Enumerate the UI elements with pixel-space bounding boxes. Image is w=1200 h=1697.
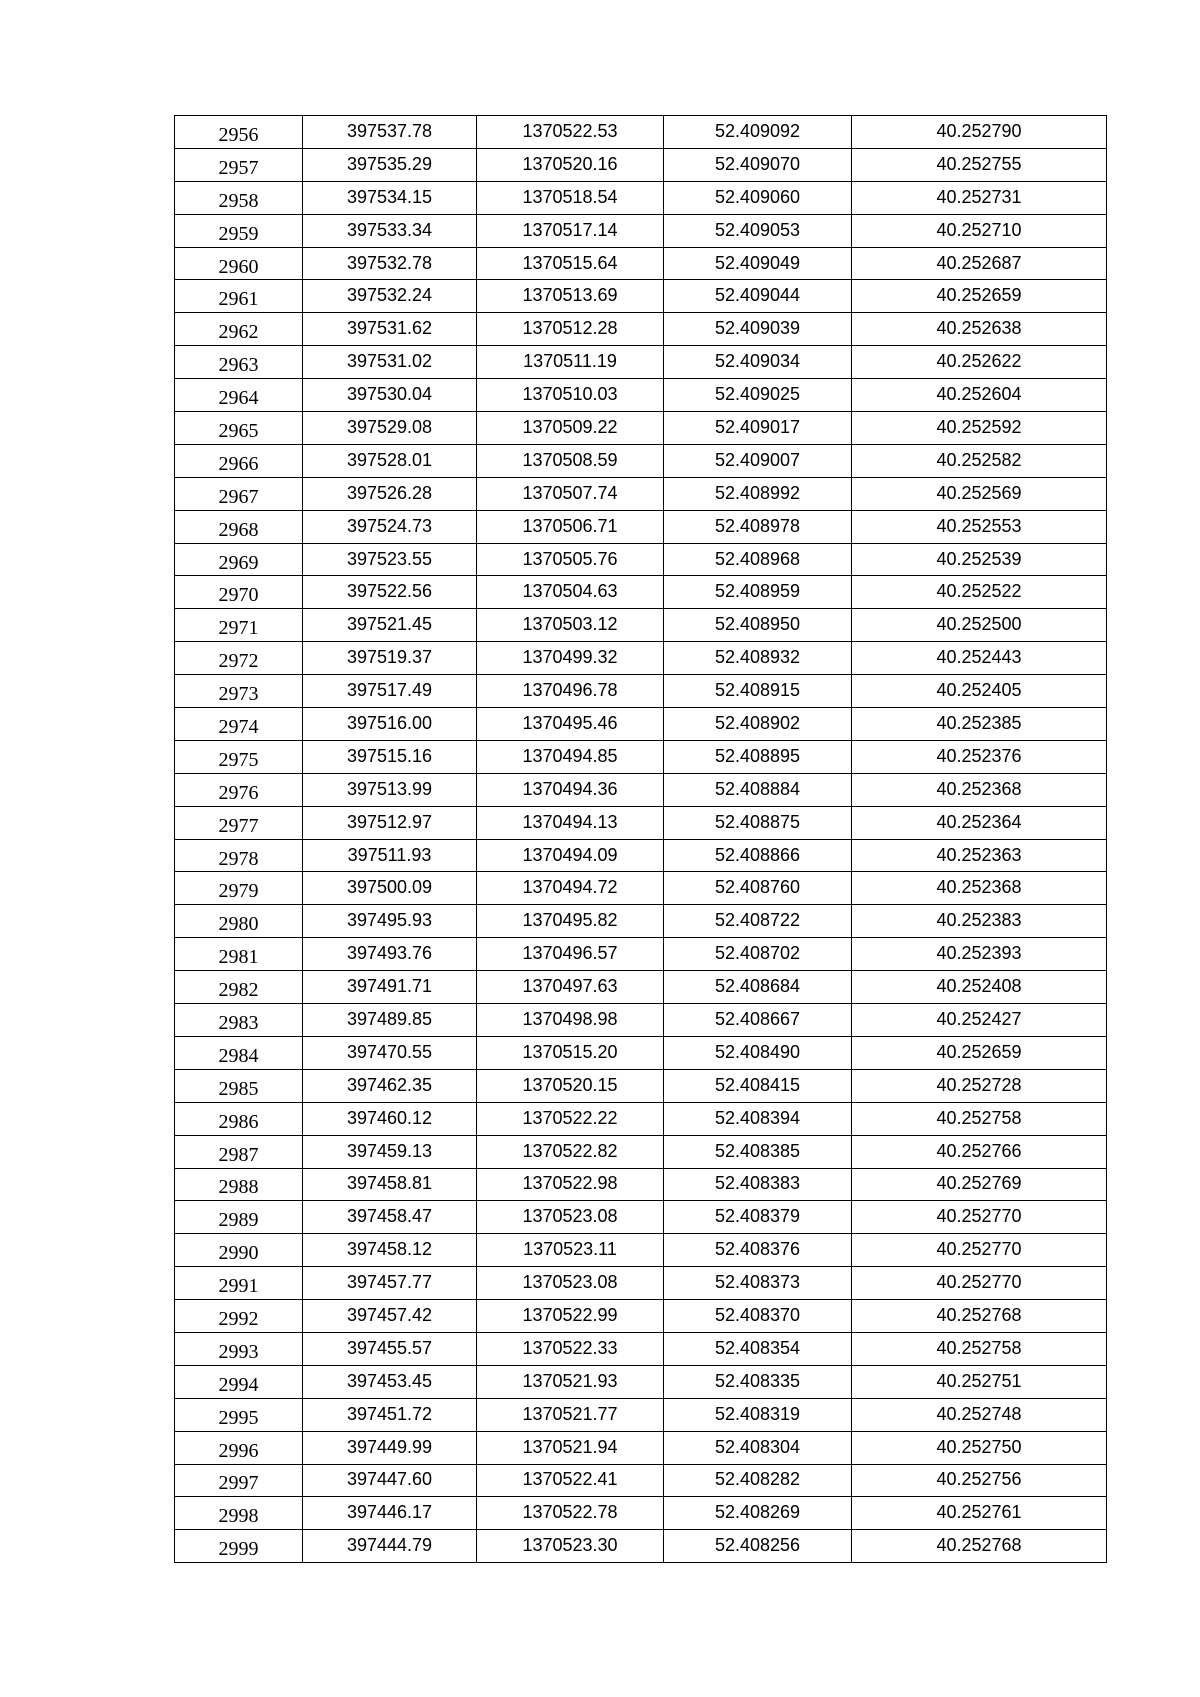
point-number-cell: 2976	[175, 773, 303, 806]
table-row	[175, 1431, 1107, 1464]
x-coordinate-cell: 397444.79	[303, 1530, 477, 1563]
longitude-cell: 40.252622	[852, 346, 1107, 379]
table-row	[175, 346, 1107, 379]
y-coordinate-cell: 1370523.11	[477, 1234, 664, 1267]
latitude-cell: 52.408684	[664, 971, 852, 1004]
table-row	[175, 148, 1107, 181]
y-coordinate-cell: 1370520.16	[477, 148, 664, 181]
x-coordinate-cell: 397500.09	[303, 872, 477, 905]
latitude-cell: 52.409034	[664, 346, 852, 379]
latitude-cell: 52.409007	[664, 444, 852, 477]
point-number-cell: 2978	[175, 839, 303, 872]
y-coordinate-cell: 1370496.78	[477, 675, 664, 708]
y-coordinate-cell: 1370494.85	[477, 740, 664, 773]
point-number-cell: 2972	[175, 642, 303, 675]
x-coordinate-cell: 397451.72	[303, 1398, 477, 1431]
table-row	[175, 642, 1107, 675]
table-row	[175, 1365, 1107, 1398]
point-number-cell: 2987	[175, 1135, 303, 1168]
point-number-cell: 2960	[175, 247, 303, 280]
table-row	[175, 773, 1107, 806]
longitude-cell: 40.252770	[852, 1234, 1107, 1267]
point-number-cell: 2997	[175, 1464, 303, 1497]
point-number-cell: 2964	[175, 379, 303, 412]
x-coordinate-cell: 397519.37	[303, 642, 477, 675]
y-coordinate-cell: 1370495.82	[477, 905, 664, 938]
point-number-cell: 2965	[175, 412, 303, 445]
point-number-cell: 2993	[175, 1332, 303, 1365]
longitude-cell: 40.252427	[852, 1004, 1107, 1037]
point-number-cell: 2979	[175, 872, 303, 905]
longitude-cell: 40.252443	[852, 642, 1107, 675]
table-row	[175, 1168, 1107, 1201]
table-row	[175, 1135, 1107, 1168]
x-coordinate-cell: 397528.01	[303, 444, 477, 477]
longitude-cell: 40.252383	[852, 905, 1107, 938]
x-coordinate-cell: 397446.17	[303, 1497, 477, 1530]
longitude-cell: 40.252758	[852, 1102, 1107, 1135]
table-row	[175, 116, 1107, 149]
table-row	[175, 1102, 1107, 1135]
y-coordinate-cell: 1370522.99	[477, 1300, 664, 1333]
latitude-cell: 52.408319	[664, 1398, 852, 1431]
point-number-cell: 2957	[175, 148, 303, 181]
x-coordinate-cell: 397458.81	[303, 1168, 477, 1201]
point-number-cell: 2986	[175, 1102, 303, 1135]
table-row	[175, 1464, 1107, 1497]
latitude-cell: 52.408370	[664, 1300, 852, 1333]
point-number-cell: 2981	[175, 938, 303, 971]
longitude-cell: 40.252385	[852, 708, 1107, 741]
longitude-cell: 40.252769	[852, 1168, 1107, 1201]
longitude-cell: 40.252761	[852, 1497, 1107, 1530]
table-row	[175, 379, 1107, 412]
x-coordinate-cell: 397529.08	[303, 412, 477, 445]
latitude-cell: 52.408379	[664, 1201, 852, 1234]
y-coordinate-cell: 1370494.13	[477, 806, 664, 839]
x-coordinate-cell: 397491.71	[303, 971, 477, 1004]
point-number-cell: 2958	[175, 181, 303, 214]
longitude-cell: 40.252748	[852, 1398, 1107, 1431]
latitude-cell: 52.408490	[664, 1036, 852, 1069]
coordinates-table-body	[175, 116, 1107, 1563]
longitude-cell: 40.252731	[852, 181, 1107, 214]
latitude-cell: 52.408915	[664, 675, 852, 708]
point-number-cell: 2973	[175, 675, 303, 708]
point-number-cell: 2985	[175, 1069, 303, 1102]
latitude-cell: 52.409053	[664, 214, 852, 247]
longitude-cell: 40.252592	[852, 412, 1107, 445]
point-number-cell: 2984	[175, 1036, 303, 1069]
x-coordinate-cell: 397532.78	[303, 247, 477, 280]
x-coordinate-cell: 397526.28	[303, 477, 477, 510]
x-coordinate-cell: 397515.16	[303, 740, 477, 773]
y-coordinate-cell: 1370522.82	[477, 1135, 664, 1168]
x-coordinate-cell: 397532.24	[303, 280, 477, 313]
longitude-cell: 40.252363	[852, 839, 1107, 872]
point-number-cell: 2990	[175, 1234, 303, 1267]
y-coordinate-cell: 1370522.53	[477, 116, 664, 149]
y-coordinate-cell: 1370517.14	[477, 214, 664, 247]
x-coordinate-cell: 397470.55	[303, 1036, 477, 1069]
table-row	[175, 1201, 1107, 1234]
table-row	[175, 938, 1107, 971]
point-number-cell: 2999	[175, 1530, 303, 1563]
longitude-cell: 40.252768	[852, 1300, 1107, 1333]
longitude-cell: 40.252376	[852, 740, 1107, 773]
y-coordinate-cell: 1370523.30	[477, 1530, 664, 1563]
x-coordinate-cell: 397513.99	[303, 773, 477, 806]
latitude-cell: 52.408950	[664, 609, 852, 642]
y-coordinate-cell: 1370497.63	[477, 971, 664, 1004]
point-number-cell: 2983	[175, 1004, 303, 1037]
table-row	[175, 1300, 1107, 1333]
longitude-cell: 40.252582	[852, 444, 1107, 477]
y-coordinate-cell: 1370521.77	[477, 1398, 664, 1431]
table-row	[175, 477, 1107, 510]
latitude-cell: 52.408376	[664, 1234, 852, 1267]
point-number-cell: 2989	[175, 1201, 303, 1234]
table-row	[175, 280, 1107, 313]
y-coordinate-cell: 1370510.03	[477, 379, 664, 412]
latitude-cell: 52.408282	[664, 1464, 852, 1497]
latitude-cell: 52.408385	[664, 1135, 852, 1168]
x-coordinate-cell: 397534.15	[303, 181, 477, 214]
table-row	[175, 839, 1107, 872]
latitude-cell: 52.408415	[664, 1069, 852, 1102]
table-row	[175, 806, 1107, 839]
latitude-cell: 52.409039	[664, 313, 852, 346]
longitude-cell: 40.252364	[852, 806, 1107, 839]
latitude-cell: 52.409070	[664, 148, 852, 181]
latitude-cell: 52.408667	[664, 1004, 852, 1037]
point-number-cell: 2970	[175, 576, 303, 609]
point-number-cell: 2992	[175, 1300, 303, 1333]
x-coordinate-cell: 397523.55	[303, 543, 477, 576]
longitude-cell: 40.252500	[852, 609, 1107, 642]
latitude-cell: 52.408895	[664, 740, 852, 773]
x-coordinate-cell: 397493.76	[303, 938, 477, 971]
table-row	[175, 1267, 1107, 1300]
longitude-cell: 40.252539	[852, 543, 1107, 576]
y-coordinate-cell: 1370505.76	[477, 543, 664, 576]
longitude-cell: 40.252750	[852, 1431, 1107, 1464]
y-coordinate-cell: 1370512.28	[477, 313, 664, 346]
table-row	[175, 675, 1107, 708]
x-coordinate-cell: 397455.57	[303, 1332, 477, 1365]
longitude-cell: 40.252790	[852, 116, 1107, 149]
latitude-cell: 52.408373	[664, 1267, 852, 1300]
longitude-cell: 40.252405	[852, 675, 1107, 708]
table-row	[175, 872, 1107, 905]
latitude-cell: 52.408968	[664, 543, 852, 576]
y-coordinate-cell: 1370511.19	[477, 346, 664, 379]
longitude-cell: 40.252569	[852, 477, 1107, 510]
x-coordinate-cell: 397530.04	[303, 379, 477, 412]
y-coordinate-cell: 1370498.98	[477, 1004, 664, 1037]
latitude-cell: 52.408978	[664, 510, 852, 543]
longitude-cell: 40.252728	[852, 1069, 1107, 1102]
point-number-cell: 2967	[175, 477, 303, 510]
y-coordinate-cell: 1370494.72	[477, 872, 664, 905]
x-coordinate-cell: 397533.34	[303, 214, 477, 247]
latitude-cell: 52.408354	[664, 1332, 852, 1365]
longitude-cell: 40.252638	[852, 313, 1107, 346]
y-coordinate-cell: 1370522.41	[477, 1464, 664, 1497]
table-row	[175, 543, 1107, 576]
latitude-cell: 52.408884	[664, 773, 852, 806]
y-coordinate-cell: 1370522.98	[477, 1168, 664, 1201]
latitude-cell: 52.408722	[664, 905, 852, 938]
x-coordinate-cell: 397458.12	[303, 1234, 477, 1267]
x-coordinate-cell: 397457.77	[303, 1267, 477, 1300]
x-coordinate-cell: 397449.99	[303, 1431, 477, 1464]
table-row	[175, 510, 1107, 543]
table-row	[175, 740, 1107, 773]
x-coordinate-cell: 397495.93	[303, 905, 477, 938]
y-coordinate-cell: 1370508.59	[477, 444, 664, 477]
y-coordinate-cell: 1370518.54	[477, 181, 664, 214]
latitude-cell: 52.408335	[664, 1365, 852, 1398]
longitude-cell: 40.252768	[852, 1530, 1107, 1563]
x-coordinate-cell: 397517.49	[303, 675, 477, 708]
longitude-cell: 40.252770	[852, 1267, 1107, 1300]
latitude-cell: 52.408256	[664, 1530, 852, 1563]
point-number-cell: 2996	[175, 1431, 303, 1464]
point-number-cell: 2963	[175, 346, 303, 379]
table-row	[175, 1069, 1107, 1102]
latitude-cell: 52.408304	[664, 1431, 852, 1464]
x-coordinate-cell: 397460.12	[303, 1102, 477, 1135]
latitude-cell: 52.409044	[664, 280, 852, 313]
x-coordinate-cell: 397458.47	[303, 1201, 477, 1234]
longitude-cell: 40.252758	[852, 1332, 1107, 1365]
point-number-cell: 2971	[175, 609, 303, 642]
x-coordinate-cell: 397511.93	[303, 839, 477, 872]
longitude-cell: 40.252408	[852, 971, 1107, 1004]
longitude-cell: 40.252522	[852, 576, 1107, 609]
point-number-cell: 2980	[175, 905, 303, 938]
longitude-cell: 40.252755	[852, 148, 1107, 181]
longitude-cell: 40.252687	[852, 247, 1107, 280]
latitude-cell: 52.408959	[664, 576, 852, 609]
longitude-cell: 40.252604	[852, 379, 1107, 412]
table-row	[175, 181, 1107, 214]
point-number-cell: 2961	[175, 280, 303, 313]
x-coordinate-cell: 397516.00	[303, 708, 477, 741]
point-number-cell: 2974	[175, 708, 303, 741]
latitude-cell: 52.408992	[664, 477, 852, 510]
longitude-cell: 40.252368	[852, 773, 1107, 806]
table-row	[175, 708, 1107, 741]
latitude-cell: 52.408383	[664, 1168, 852, 1201]
y-coordinate-cell: 1370523.08	[477, 1201, 664, 1234]
point-number-cell: 2977	[175, 806, 303, 839]
y-coordinate-cell: 1370506.71	[477, 510, 664, 543]
table-row	[175, 1004, 1107, 1037]
longitude-cell: 40.252659	[852, 1036, 1107, 1069]
x-coordinate-cell: 397531.62	[303, 313, 477, 346]
y-coordinate-cell: 1370504.63	[477, 576, 664, 609]
table-row	[175, 412, 1107, 445]
latitude-cell: 52.408269	[664, 1497, 852, 1530]
x-coordinate-cell: 397535.29	[303, 148, 477, 181]
point-number-cell: 2968	[175, 510, 303, 543]
point-number-cell: 2959	[175, 214, 303, 247]
point-number-cell: 2956	[175, 116, 303, 149]
point-number-cell: 2966	[175, 444, 303, 477]
coordinates-table	[174, 115, 1107, 1563]
point-number-cell: 2994	[175, 1365, 303, 1398]
x-coordinate-cell: 397489.85	[303, 1004, 477, 1037]
latitude-cell: 52.408902	[664, 708, 852, 741]
point-number-cell: 2975	[175, 740, 303, 773]
latitude-cell: 52.408866	[664, 839, 852, 872]
point-number-cell: 2982	[175, 971, 303, 1004]
table-row	[175, 1398, 1107, 1431]
point-number-cell: 2995	[175, 1398, 303, 1431]
latitude-cell: 52.409060	[664, 181, 852, 214]
latitude-cell: 52.409049	[664, 247, 852, 280]
y-coordinate-cell: 1370520.15	[477, 1069, 664, 1102]
x-coordinate-cell: 397453.45	[303, 1365, 477, 1398]
longitude-cell: 40.252751	[852, 1365, 1107, 1398]
table-row	[175, 1497, 1107, 1530]
table-row	[175, 1036, 1107, 1069]
y-coordinate-cell: 1370496.57	[477, 938, 664, 971]
y-coordinate-cell: 1370494.09	[477, 839, 664, 872]
latitude-cell: 52.408875	[664, 806, 852, 839]
table-row	[175, 247, 1107, 280]
x-coordinate-cell: 397512.97	[303, 806, 477, 839]
table-row	[175, 1530, 1107, 1563]
x-coordinate-cell: 397537.78	[303, 116, 477, 149]
y-coordinate-cell: 1370515.64	[477, 247, 664, 280]
longitude-cell: 40.252553	[852, 510, 1107, 543]
point-number-cell: 2962	[175, 313, 303, 346]
y-coordinate-cell: 1370521.93	[477, 1365, 664, 1398]
y-coordinate-cell: 1370507.74	[477, 477, 664, 510]
longitude-cell: 40.252770	[852, 1201, 1107, 1234]
latitude-cell: 52.408702	[664, 938, 852, 971]
x-coordinate-cell: 397521.45	[303, 609, 477, 642]
latitude-cell: 52.408932	[664, 642, 852, 675]
point-number-cell: 2969	[175, 543, 303, 576]
point-number-cell: 2998	[175, 1497, 303, 1530]
table-row	[175, 576, 1107, 609]
longitude-cell: 40.252710	[852, 214, 1107, 247]
x-coordinate-cell: 397524.73	[303, 510, 477, 543]
table-row	[175, 1332, 1107, 1365]
x-coordinate-cell: 397459.13	[303, 1135, 477, 1168]
y-coordinate-cell: 1370495.46	[477, 708, 664, 741]
y-coordinate-cell: 1370513.69	[477, 280, 664, 313]
table-row	[175, 313, 1107, 346]
y-coordinate-cell: 1370522.33	[477, 1332, 664, 1365]
point-number-cell: 2991	[175, 1267, 303, 1300]
x-coordinate-cell: 397462.35	[303, 1069, 477, 1102]
x-coordinate-cell: 397457.42	[303, 1300, 477, 1333]
latitude-cell: 52.408394	[664, 1102, 852, 1135]
x-coordinate-cell: 397522.56	[303, 576, 477, 609]
y-coordinate-cell: 1370494.36	[477, 773, 664, 806]
y-coordinate-cell: 1370522.22	[477, 1102, 664, 1135]
latitude-cell: 52.409017	[664, 412, 852, 445]
latitude-cell: 52.408760	[664, 872, 852, 905]
longitude-cell: 40.252368	[852, 872, 1107, 905]
x-coordinate-cell: 397447.60	[303, 1464, 477, 1497]
latitude-cell: 52.409025	[664, 379, 852, 412]
y-coordinate-cell: 1370499.32	[477, 642, 664, 675]
x-coordinate-cell: 397531.02	[303, 346, 477, 379]
table-row	[175, 1234, 1107, 1267]
table-row	[175, 444, 1107, 477]
y-coordinate-cell: 1370523.08	[477, 1267, 664, 1300]
table-row	[175, 971, 1107, 1004]
y-coordinate-cell: 1370515.20	[477, 1036, 664, 1069]
longitude-cell: 40.252393	[852, 938, 1107, 971]
table-row	[175, 609, 1107, 642]
latitude-cell: 52.409092	[664, 116, 852, 149]
longitude-cell: 40.252756	[852, 1464, 1107, 1497]
longitude-cell: 40.252766	[852, 1135, 1107, 1168]
y-coordinate-cell: 1370503.12	[477, 609, 664, 642]
table-row	[175, 905, 1107, 938]
point-number-cell: 2988	[175, 1168, 303, 1201]
y-coordinate-cell: 1370509.22	[477, 412, 664, 445]
longitude-cell: 40.252659	[852, 280, 1107, 313]
table-row	[175, 214, 1107, 247]
y-coordinate-cell: 1370522.78	[477, 1497, 664, 1530]
y-coordinate-cell: 1370521.94	[477, 1431, 664, 1464]
